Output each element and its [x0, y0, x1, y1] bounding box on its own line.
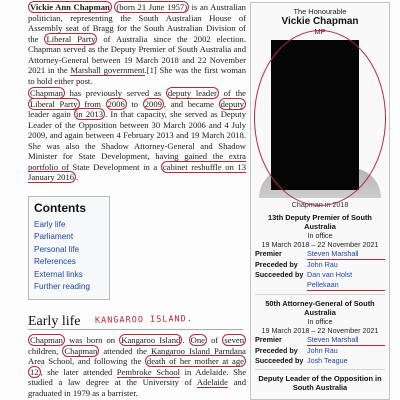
office-title-1[interactable]: 13th Deputy Premier of South Australia [268, 213, 372, 231]
handwritten-note: KANGAROO ISLAND. [94, 314, 193, 326]
succeeded-by-link-2[interactable]: Josh Teague [307, 356, 348, 365]
intro-paragraph: Vickie Ann Chapman (born 21 June 1957) is an Australian politician, representing the South Australian House of Assembly seat of Bragg for the South Australian Division of the Liberal Party of Australia since the 2002 election. Chapman served as the Deputy Premier of South Australia and Attorney-General between 19 March 2018 and 22 November 2021 in the Marshall government.[1] She was the first woman to hold either post. [28, 2, 246, 86]
seven-mention: seven [224, 335, 244, 345]
chapman-mention-3: Chapman [64, 345, 98, 356]
table-of-contents [28, 196, 110, 300]
row-key: Succeeded by [255, 356, 304, 365]
contents-title: Contents [34, 201, 86, 215]
row-key: Preceded by [255, 346, 298, 355]
infobox-divider [255, 294, 385, 295]
premier-link[interactable]: Steven Marshall [307, 249, 385, 260]
government-link[interactable]: Marshall government [70, 65, 145, 75]
age-mention: 12 [30, 366, 39, 377]
birth-date: (born 21 June 1957) [116, 2, 188, 12]
party-link[interactable]: Liberal Party [46, 33, 96, 44]
early-life-paragraph: Chapman was born on Kangaroo Island . One of seven children, Chapman attended the Kangaroo Island Parndana Area School, and following the death of her mother at age 12 , she later attended Pembroke School in Adelaide. She studied a law degree at the University of Adelaide and graduated in 1979 as a barrister. [28, 335, 247, 398]
row-key: Preceded by [255, 260, 298, 269]
row-key: Succeeded by [255, 270, 304, 279]
redacted-portrait [271, 40, 359, 190]
office-title-3[interactable]: Deputy Leader of the Opposition in South Australia [258, 374, 382, 392]
preceded-by-link-2[interactable]: John Rau [307, 346, 338, 355]
deputy-mention: deputy [220, 98, 244, 109]
deputy-leader-link[interactable]: deputy leader [167, 88, 217, 98]
infobox-row [251, 249, 389, 260]
one-mention: One [190, 335, 205, 345]
row-key: Premier [255, 249, 282, 258]
portrait-caption: Chapman in 2018 [291, 200, 349, 209]
year-again: in 2013 [75, 109, 104, 119]
premier-link-2[interactable]: Steven Marshall [307, 335, 385, 346]
year-from: 2006 [107, 98, 125, 109]
reshuffle-link[interactable]: cabinet reshuffle on 13 January 2016 [28, 161, 246, 182]
toc-item-references[interactable]: References [34, 257, 76, 267]
adelaide-link[interactable]: Adelaide [196, 377, 228, 387]
succeeded-by-link[interactable]: Dan van Holst Pellekaan [307, 270, 385, 291]
office-status-2: In office [307, 317, 333, 326]
section-title: Early life [28, 314, 81, 329]
mother-death-mention: death of her mother at age [146, 356, 244, 366]
infobox-row [251, 270, 389, 291]
infobox-row [251, 260, 389, 270]
party-link-2[interactable]: Liberal Party [30, 98, 78, 109]
career-paragraph: Chapman has previously served as deputy leader of the Liberal Party from 2006 to 2009 , and became deputy leader again in 2013 . In that capacity, she served as Deputy Leader of the Opposition between 30 March 2006 and 4 July 2009, and again between 4 February 2013 and 19 March 2018. She was also the Shadow Attorney-General and Shadow Minister for State Development, having gained the extra portfolio of State Development in a cabinet reshuffle on 13 January 2016 . [28, 88, 246, 182]
infobox-divider [255, 369, 385, 370]
preceded-by-link[interactable]: John Rau [307, 260, 338, 269]
kangaroo-island-link[interactable]: Kangaroo Island [121, 335, 181, 345]
toc-item-further-reading[interactable]: Further reading [34, 282, 90, 292]
office-status-1: In office [307, 231, 333, 240]
chapman-mention: Chapman [30, 88, 63, 98]
pembroke-link[interactable]: Pembroke School [116, 366, 181, 377]
infobox-row [251, 335, 389, 346]
toc-item-personal-life[interactable]: Personal life [34, 244, 80, 254]
infobox [250, 2, 390, 400]
infobox-row [251, 356, 389, 366]
honorific-suffix: MP [314, 27, 326, 36]
portrait-area [259, 40, 381, 190]
toc-item-early-life[interactable]: Early life [34, 220, 66, 229]
row-key: Premier [255, 335, 282, 344]
infobox-name: Vickie Chapman [281, 16, 359, 27]
infobox-row [251, 346, 389, 356]
subject-name: Vickie Ann Chapman [30, 2, 110, 12]
toc-item-parliament[interactable]: Parliament [34, 232, 74, 242]
office-dates-1: 19 March 2018 – 22 November 2021 [261, 240, 379, 249]
office-dates-2: 19 March 2018 – 22 November 2021 [261, 326, 379, 335]
toc-item-external-links[interactable]: External links [34, 269, 83, 279]
year-to: 2009 [144, 98, 162, 109]
chapman-mention-2: Chapman [30, 335, 63, 345]
honorific-prefix: The Honourable [293, 7, 347, 16]
office-title-2[interactable]: 50th Attorney-General of South Australia [265, 299, 375, 317]
